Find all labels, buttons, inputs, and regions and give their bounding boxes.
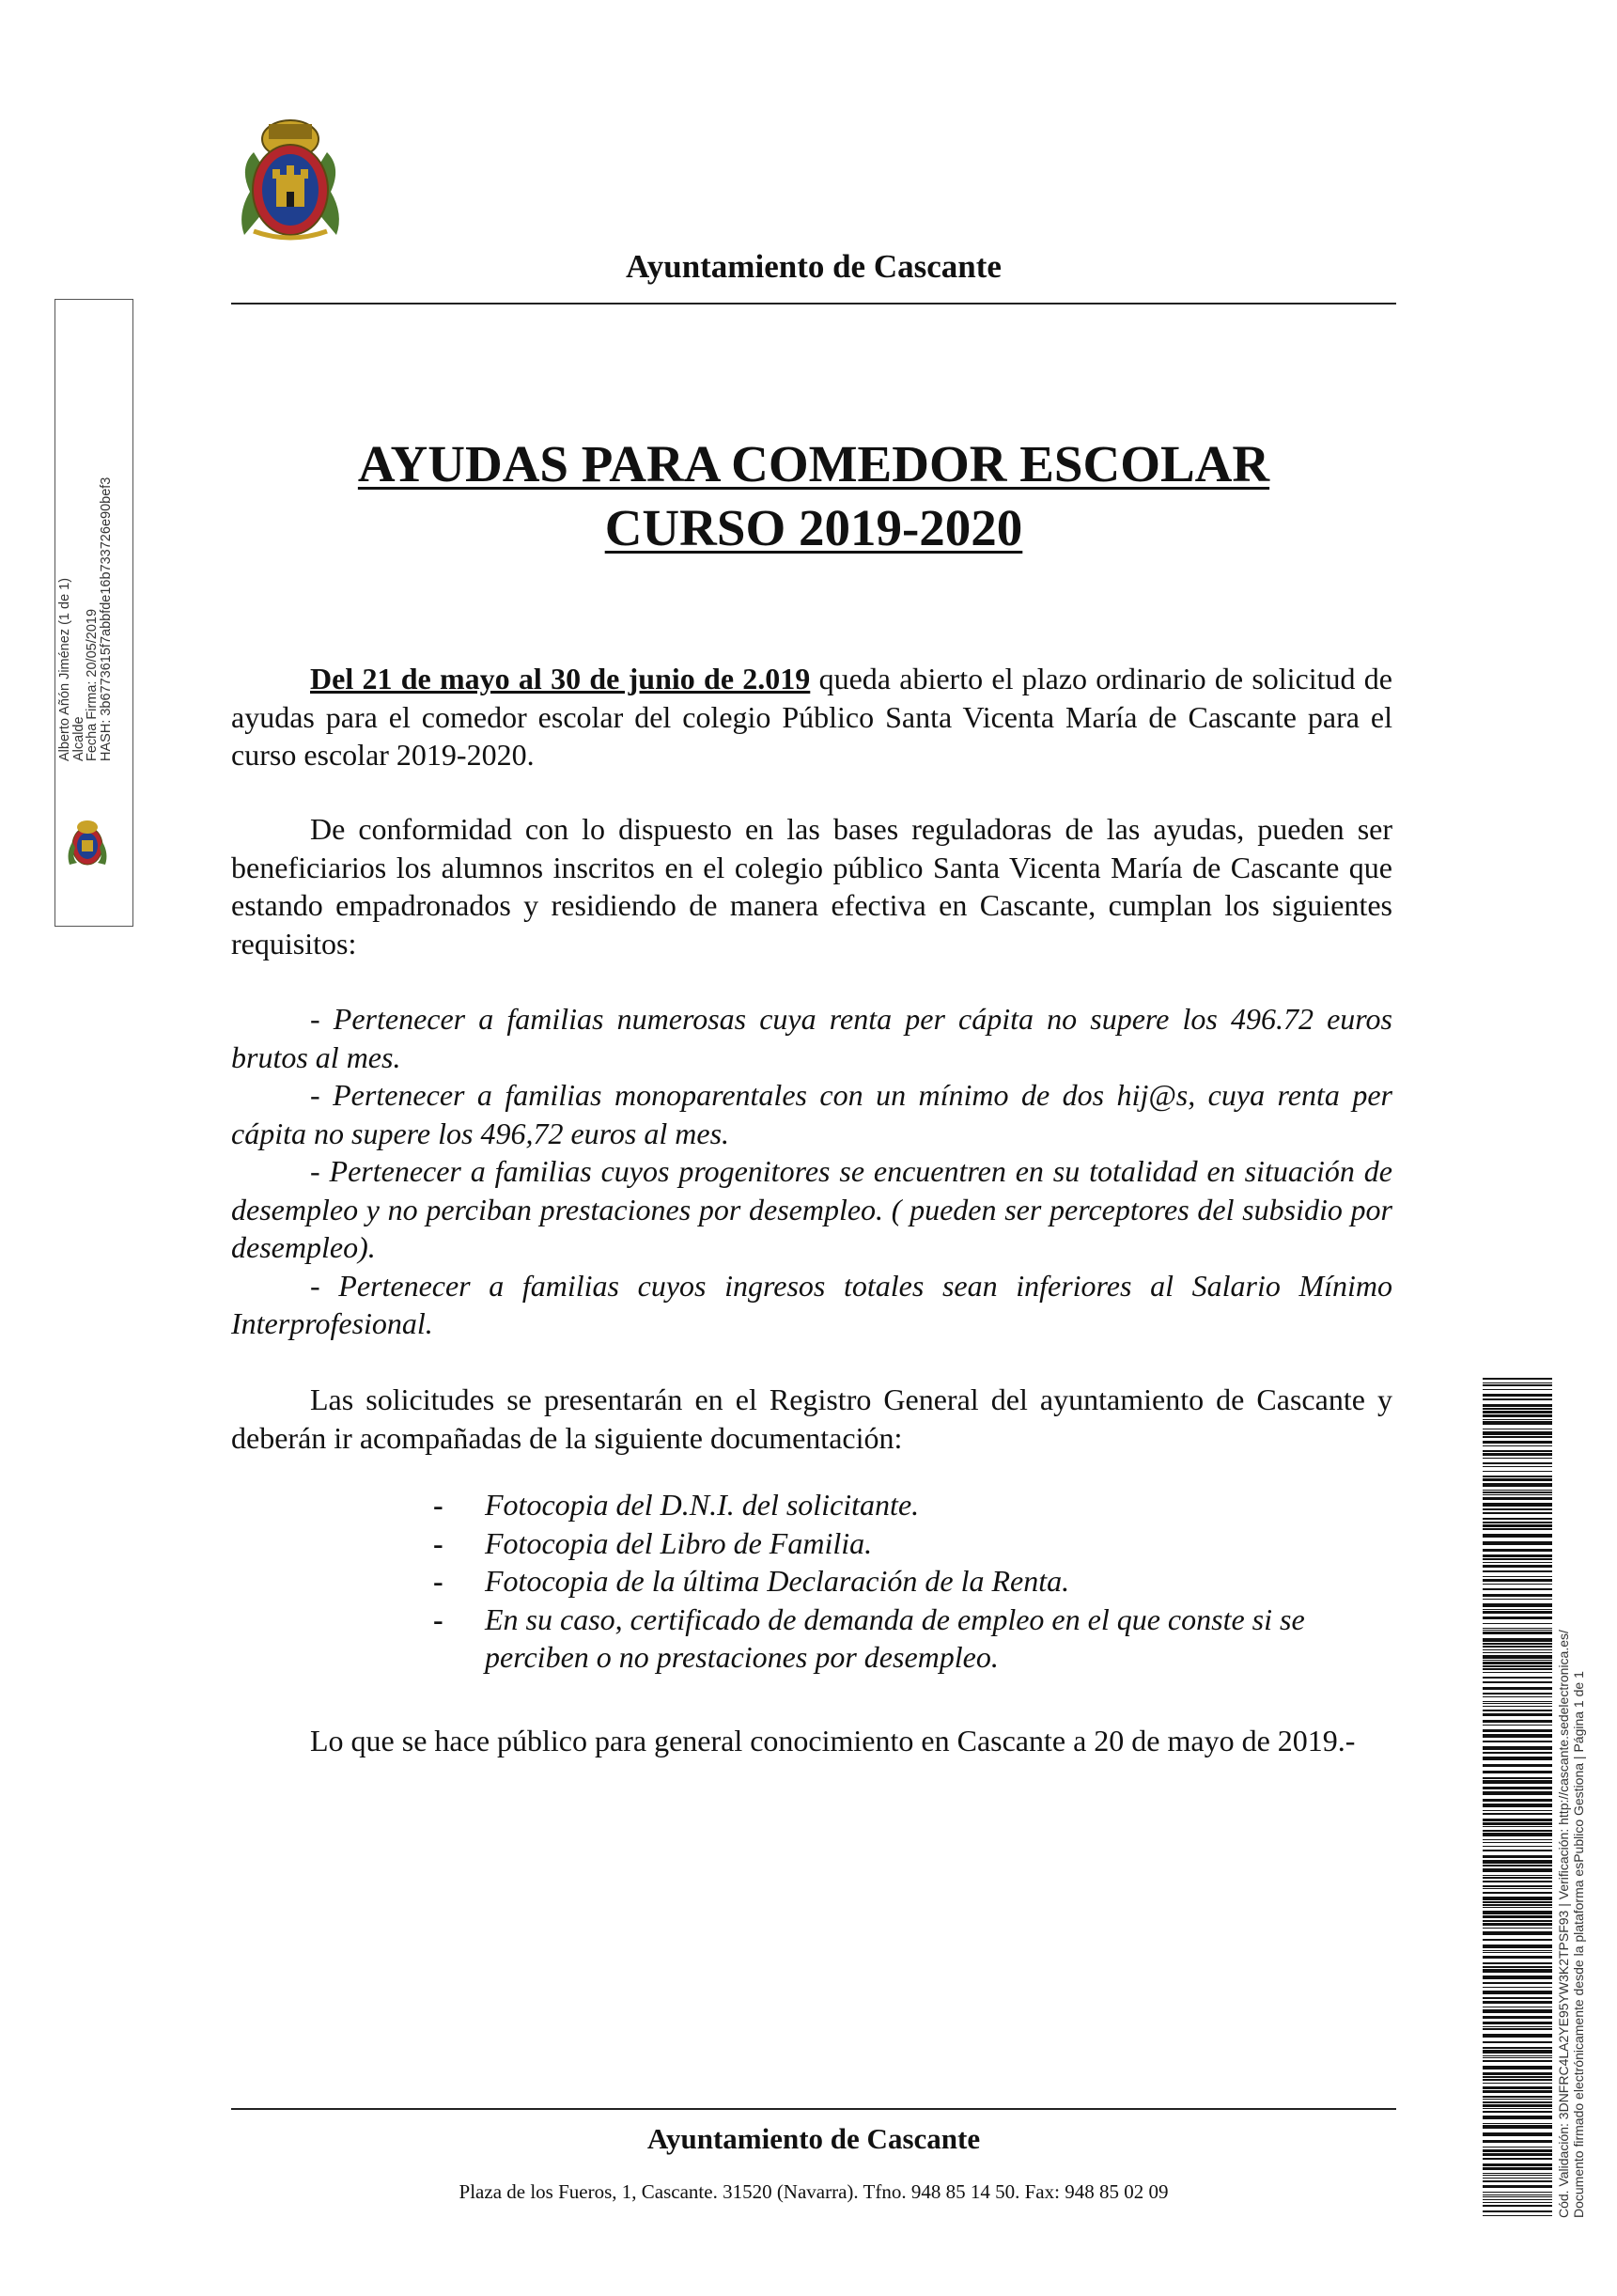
period-dates: Del 21 de mayo al 30 de junio de 2.019: [310, 662, 811, 695]
requirement-item: - Pertenecer a familias cuyos progenitores se encuentren en su totalidad en situación de desempleo y no perciban prestaciones por desempleo. ( pueden ser perceptores del subsidio por desempleo).: [231, 1154, 1392, 1264]
signature-hash: HASH: 3b6773615f7abbfde16b733726e90bef3: [98, 476, 114, 761]
footer-address: Plaza de los Fueros, 1, Cascante. 31520 (Navarra). Tfno. 948 85 14 50. Fax: 948 85 02 09: [459, 2180, 1169, 2203]
requirement-item: - Pertenecer a familias numerosas cuya renta per cápita no supere los 496.72 euros brutos al mes.: [231, 1002, 1392, 1074]
intro-paragraph: [231, 660, 1392, 774]
barcode-graphic: [1483, 1378, 1552, 2216]
validation-code: Cód. Validación: 3DNFRC4LA2YE95YW3K2TPSF93 | Verificación: http://cascante.sedelectronica.es/: [1556, 1630, 1571, 2218]
documents-list: [231, 1486, 1392, 1677]
document-item: - Fotocopia de la última Declaración de la Renta.: [231, 1562, 1392, 1601]
list-bullet: -: [433, 1488, 443, 1522]
document-item: - En su caso, certificado de demanda de empleo en el que conste si se perciben o no prestaciones por desempleo.: [433, 1601, 1305, 1674]
signature-date: Fecha Firma: 20/05/2019: [85, 608, 100, 761]
requirement-item: - Pertenecer a familias cuyos ingresos totales sean inferiores al Salario Mínimo Interprofesional.: [231, 1268, 1392, 1340]
municipal-crest-small-icon: [66, 820, 109, 868]
list-bullet: -: [433, 1564, 443, 1598]
submission-paragraph: Las solicitudes se presentarán en el Registro General del ayuntamiento de Cascante y deberán ir acompañadas de la siguiente documentación:: [231, 1382, 1392, 1455]
municipal-crest-icon: [235, 111, 346, 242]
header-organization: Ayuntamiento de Cascante: [626, 248, 1002, 285]
signer-role: Alcalde: [70, 716, 86, 761]
header-divider: [231, 303, 1396, 305]
platform-notice: Documento firmado electrónicamente desde la plataforma esPublico Gestiona | Página 1 de 1: [1570, 1671, 1586, 2218]
footer-organization: Ayuntamiento de Cascante: [646, 2122, 981, 2155]
closing-paragraph: Lo que se hace público para general conocimiento en Cascante a 20 de mayo de 2019.-: [310, 1724, 1356, 1757]
title-line-1: AYUDAS PARA COMEDOR ESCOLAR: [357, 435, 1270, 492]
document-item: - Fotocopia del Libro de Familia.: [231, 1524, 1392, 1563]
list-bullet: -: [433, 1525, 443, 1560]
requirements-list: [231, 1000, 1392, 1343]
requirement-item: - Pertenecer a familias monoparentales con un mínimo de dos hij@s, cuya renta per cápita no supere los 496,72 euros al mes.: [231, 1078, 1392, 1150]
list-bullet: -: [433, 1601, 443, 1636]
document-title: [231, 432, 1396, 560]
footer-divider: [231, 2108, 1396, 2110]
document-item: - Fotocopia del D.N.I. del solicitante.: [231, 1486, 1392, 1524]
intro-text: queda abierto el plazo ordinario de solicitud de ayudas para el comedor escolar del colegio Público Santa Vicenta María de Cascante para el curso escolar 2019-2020.: [231, 662, 1393, 772]
title-line-2: CURSO 2019-2020: [604, 499, 1023, 556]
eligibility-paragraph: De conformidad con lo dispuesto en las bases reguladoras de las ayudas, pueden ser beneficiarios los alumnos inscritos en el colegio público Santa Vicenta María de Cascante que estando empadronados y residiendo de manera efectiva en Cascante, cumplan los siguientes requisitos:: [231, 812, 1392, 961]
signer-name: Alberto Añón Jiménez (1 de 1): [57, 577, 72, 761]
